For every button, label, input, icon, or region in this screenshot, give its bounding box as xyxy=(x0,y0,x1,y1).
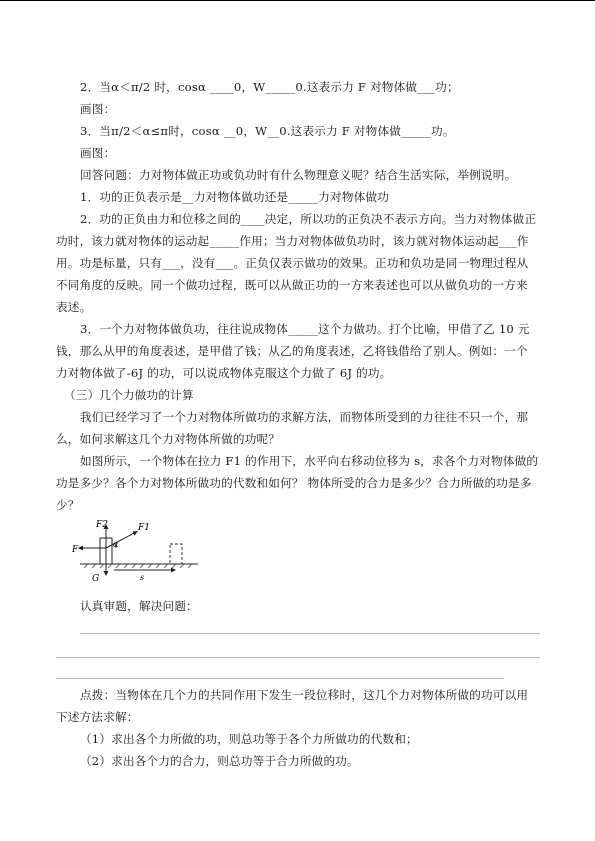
text-line: 我们已经学习了一个力对物体所做功的求解方法，而物体所受到的力往往不只一个，那 xyxy=(80,410,529,424)
text-line: 2．当α＜π/2 时，cosα ____0，W_____0.这表示力 F 对物体做___功； xyxy=(80,80,459,94)
page-top-border xyxy=(0,0,595,1)
text-line: 认真审题，解决问题： xyxy=(80,599,198,613)
block-final-position xyxy=(170,544,182,564)
text-line: 钱，那么从甲的角度表述，是甲借了钱；从乙的角度表述，乙将钱借给了别人。例如：一个 xyxy=(56,344,528,358)
text-line: （1）求出各个力所做的功，则总功等于各个力所做功的代数和； xyxy=(80,732,418,746)
text-line: 功时，该力就对物体的运动起_____作用；当力对物体做负功时，该力就对物体运动起___作 xyxy=(56,234,529,248)
text-line: 表述。 xyxy=(56,300,92,314)
label-s: s xyxy=(140,573,145,582)
text-line: 么，如何求解这几个力对物体所做的功呢？ xyxy=(56,432,281,446)
answer-line xyxy=(56,657,540,658)
text-line: 画图： xyxy=(80,146,116,160)
text-line: 下述方法求解： xyxy=(56,710,139,724)
text-line: 少？ xyxy=(56,498,80,512)
answer-line xyxy=(80,633,540,634)
label-f2: F2 xyxy=(96,520,108,530)
answer-line xyxy=(56,678,504,679)
label-alpha: α xyxy=(113,540,119,549)
text-line: 不同角度的反映。同一个做功过程，既可以从做正功的一方来表述也可以从做负功的一方来 xyxy=(56,278,528,292)
text-line: 回答问题：力对物体做正功或负功时有什么物理意义呢？结合生活实际，举例说明。 xyxy=(80,168,517,182)
text-line: 点拨：当物体在几个力的共同作用下发生一段位移时，这几个力对物体所做的功可以用 xyxy=(80,688,529,702)
text-line: 用。功是标量，只有___，没有___。正负仅表示做功的效果。正功和负功是同一物理过程从 xyxy=(56,256,529,270)
ground-hatching xyxy=(84,564,192,568)
text-line: 3．一个力对物体做负功，往往说成物体_____这个力做功。打个比喻，甲借了乙 10 元 xyxy=(80,322,530,336)
text-line: 3．当π/2＜α≤π时，cosα __0，W__0.这表示力 F 对物体做_____功。 xyxy=(80,124,455,138)
label-f1: F1 xyxy=(138,523,150,533)
text-line: （2）求出各个力的合力，则总功等于合力所做的功。 xyxy=(80,754,359,768)
label-g: G xyxy=(92,574,100,584)
section-heading: （三）几个力做功的计算 xyxy=(64,388,194,402)
text-line: 2．功的正负由力和位移之间的____决定，所以功的正负决不表示方向。当力对物体做正 xyxy=(80,212,537,226)
text-line: 1．功的正负表示是__力对物体做功还是_____力对物体做功 xyxy=(80,190,390,204)
text-line: 功是多少？各个力对物体所做功的代数和如何？ 物体所受的合力是多少？合力所做的功是多 xyxy=(56,476,532,490)
label-f: F xyxy=(72,545,79,555)
text-line: 力对物体做了-6J 的功，可以说成物体克服这个力做了 6J 的功。 xyxy=(56,366,392,380)
text-line: 画图： xyxy=(80,102,116,116)
text-line: 如图所示，一个物体在拉力 F1 的作用下，水平向右移动位移为 s，求各个力对物体做的 xyxy=(80,454,539,468)
force-diagram xyxy=(70,518,200,584)
